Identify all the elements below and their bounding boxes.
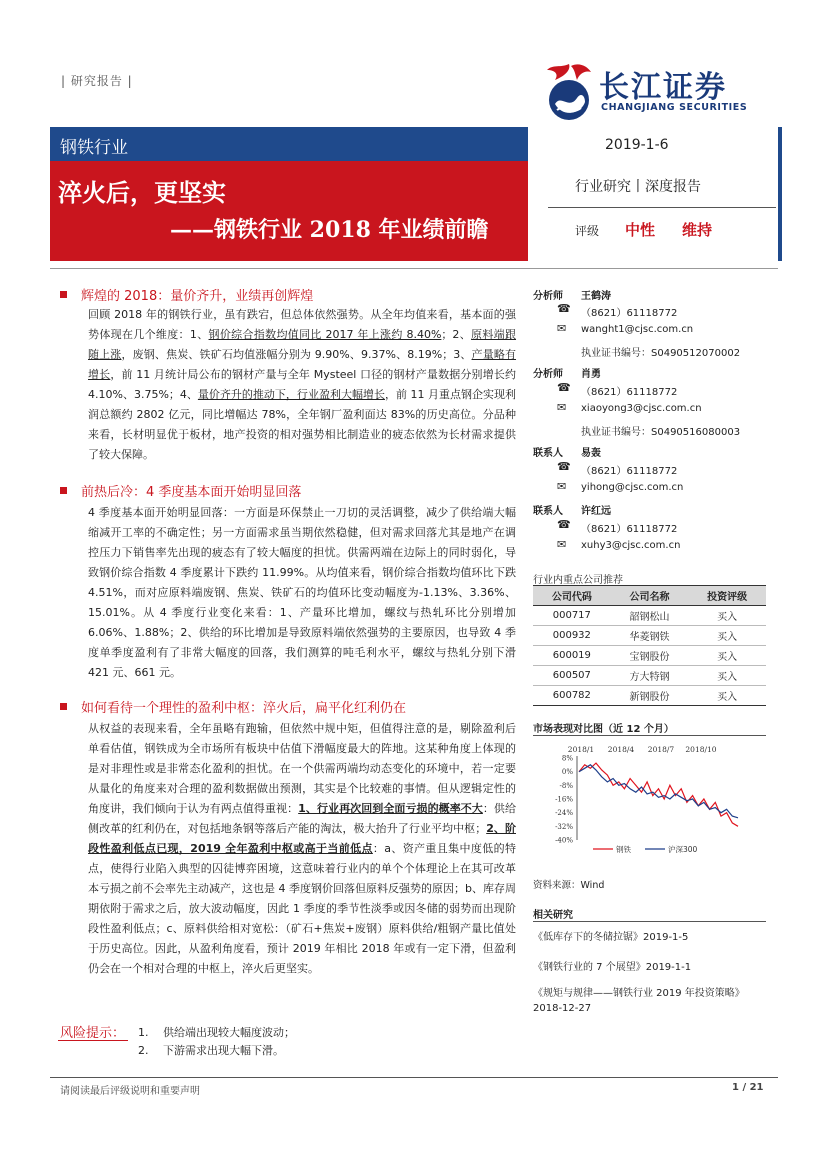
phone-icon: ☎ (557, 460, 571, 473)
section-body: 4 季度基本面开始明显回落：一方面是环保禁止一刀切的灵活调整，减少了供给端大幅缩减开工率的不确定性；另一方面需求虽当期依然稳健，但对需求回落尤其是地产在调控压力下销售率先出现的疲态有了较大幅度的担忧。供需两端在边际上的同时弱化，导致钢价综合指数 4 季度累计下跌约 11.99%。从均值来看，钢价综合指数均值环比下跌 4.51%，而对应原料端废钢、焦炭、铁矿石的均值环比变动幅度为-1.13%、3.36%、15.01%。从 4 季度行业变化来看：1、产量环比增加，螺纹与热轧环比分别增加 6.06%、1.88%；2、供给的环比增加是导致原料端依然强势的主要原因，也导致 4 季度单季度盈利有了非常大幅度的回落，我们测算的吨毛利水平，螺纹与热轧分别下滑 421 元、661 元。 (88, 506, 516, 679)
y-tick-label: -8% (559, 781, 573, 790)
table-header: 投资评级 (688, 586, 766, 606)
phone-icon: ☎ (557, 302, 571, 315)
logo-english-name: CHANGJIANG SECURITIES (601, 102, 748, 113)
company-logo (541, 58, 771, 128)
report-title: 淬火后，更坚实 (58, 179, 226, 207)
report-date: 2019-1-6 (605, 137, 669, 153)
y-tick-label: 0% (561, 768, 573, 777)
contact-role: 联系人 (533, 448, 563, 459)
analyst-email[interactable]: wanght1@cjsc.com.cn (581, 324, 694, 335)
table-row (533, 606, 766, 626)
divider (533, 921, 766, 922)
table-row (533, 666, 766, 686)
rating-action: 维持 (682, 221, 713, 239)
y-tick-label: -24% (555, 809, 573, 818)
band-divider (778, 127, 782, 261)
x-tick-label: 2018/1 (567, 745, 595, 754)
industry-label: 钢铁行业 (60, 138, 128, 158)
table-row (533, 626, 766, 646)
table-cell: 买入 (688, 626, 766, 646)
table-cell: 600019 (533, 646, 611, 666)
y-tick-label: -32% (555, 822, 573, 831)
table-cell: 韶钢松山 (611, 606, 689, 626)
table-header: 公司代码 (533, 586, 611, 606)
contact-phone: （8621）61118772 (581, 524, 678, 535)
chart-source: 资料来源：Wind (533, 880, 605, 891)
section-title: 如何看待一个理性的盈利中枢：淬火后，扁平化红利仍在 (60, 697, 406, 716)
table-row (533, 646, 766, 666)
email-icon: ✉ (557, 322, 567, 335)
contact-role: 联系人 (533, 506, 563, 517)
performance-chart (533, 740, 766, 860)
related-item[interactable]: 《低库存下的冬储拉锯》2019-1-5 (533, 932, 689, 943)
risk-label: 风险提示： (60, 1026, 126, 1041)
x-tick-label: 2018/7 (647, 745, 675, 754)
report-subtitle: ——钢铁行业 2018 年业绩前瞻 (170, 217, 489, 243)
contact-name: 许红远 (581, 506, 611, 517)
analyst-role: 分析师 (533, 291, 563, 302)
rating-label: 评级 (575, 224, 600, 238)
page-number: 1 / 21 (732, 1082, 764, 1093)
email-icon: ✉ (557, 538, 567, 551)
logo-chinese-name: 长江证券 (599, 70, 727, 105)
email-icon: ✉ (557, 401, 567, 414)
divider (548, 207, 776, 208)
analyst-name: 肖勇 (581, 369, 601, 380)
dragon-logo-icon (541, 58, 597, 124)
companies-table (533, 585, 766, 706)
table-cell: 方大特钢 (611, 666, 689, 686)
table-header: 公司名称 (611, 586, 689, 606)
table-header-row (533, 586, 766, 606)
analyst-license: 执业证书编号：S0490516080003 (581, 427, 741, 438)
companies-title: 行业内重点公司推荐 (533, 575, 623, 586)
y-tick-label: -16% (555, 795, 573, 804)
table-row (533, 686, 766, 706)
legend-label: 钢铁 (616, 845, 631, 854)
table-cell: 600507 (533, 666, 611, 686)
divider (58, 1040, 128, 1041)
rating-value: 中性 (625, 221, 656, 239)
x-tick-label: 2018/10 (685, 745, 717, 754)
section-body: 回顾 2018 年的钢铁行业，虽有跌宕，但总体依然强势。从全年均值来看，基本面的强势体现在几个维度：1、钢价综合指数均值同比 2017 年上涨约 8.40%；2、原料端跟随上涨，废钢、焦炭、铁矿石均值涨幅分别为 9.90%、9.37%、8.19%；3、产量略有增长，前 11 月统计局公布的钢材产量与全年 Mysteel 口径的钢材产量数据分别增长约 4.10%、3.75%；4、量价齐升的推动下，行业盈利大幅增长，前 11 月重点钢企实现利润总额约 2802 亿元，同比增幅达 78%，全年钢厂盈利面达 83%的历史高位。分品种来看，长材明显优于板材，地产投资的相对强势相比制造业的疲态依然为长材需求提供了较大保障。 (88, 308, 517, 461)
industry-band (50, 127, 528, 161)
table-cell: 600782 (533, 686, 611, 706)
x-tick-label: 2018/4 (607, 745, 635, 754)
email-icon: ✉ (557, 480, 567, 493)
series-line (579, 765, 738, 818)
table-cell: 买入 (688, 686, 766, 706)
analyst-phone: （8621）61118772 (581, 387, 678, 398)
y-tick-label: -40% (555, 836, 573, 845)
y-tick-label: 8% (561, 754, 573, 763)
table-cell: 宝钢股份 (611, 646, 689, 666)
risk-item: 1. 供给端出现较大幅度波动； (138, 1026, 295, 1039)
analyst-phone: （8621）61118772 (581, 308, 678, 319)
contact-name: 易轰 (581, 448, 601, 459)
report-tag: | 研究报告 | (61, 74, 133, 88)
contact-email[interactable]: xuhy3@cjsc.com.cn (581, 540, 681, 551)
table-cell: 华菱钢铁 (611, 626, 689, 646)
series-line (579, 763, 738, 826)
legend-label: 沪深300 (668, 845, 698, 854)
analyst-role: 分析师 (533, 369, 563, 380)
divider (50, 268, 778, 269)
report-type: 行业研究丨深度报告 (575, 179, 701, 195)
analyst-name: 王鹤涛 (581, 291, 611, 302)
table-cell: 买入 (688, 606, 766, 626)
table-cell: 000717 (533, 606, 611, 626)
phone-icon: ☎ (557, 518, 571, 531)
analyst-email[interactable]: xiaoyong3@cjsc.com.cn (581, 403, 702, 414)
footer-disclaimer: 请阅读最后评级说明和重要声明 (60, 1086, 200, 1097)
divider (533, 735, 766, 736)
table-cell: 新钢股份 (611, 686, 689, 706)
contact-phone: （8621）61118772 (581, 466, 678, 477)
chart-title: 市场表现对比图（近 12 个月） (533, 724, 674, 735)
section-body: 从权益的表现来看，全年虽略有跑输，但依然中规中矩，但值得注意的是，剔除盈利后单看估值，钢铁成为全市场所有板块中估值下滑幅度最大的阵地。这某种角度上体现的是对非理性或是非常态化盈利的担忧。在一个供需两端均动态变化的环境中，若一定要从量化的角度来对合理的盈利数据做出预测，其实是个比较难的事情。但从逻辑定性的角度讲，我们倾向于认为有两点值得重视：1、行业再次回到全面亏损的概率不大：供给侧改革的红利仍在，对包括地条钢等落后产能的淘汰，极大抬升了行业平均中枢；2、阶段性盈利低点已现，2019 全年盈利中枢或高于当前低点：a、资产重且集中度低的特点，使得行业陷入典型的囚徒博弈困境，这意味着行业内的单个个体理论上在其可改革本亏损之前不会率先主动减产，这也是 4 季度钢价回落但原料反强势的原因；b、库存周期依附于需求之后，放大波动幅度，因此 1 季度的季节性淡季或因冬储的弱势而出现阶段性盈利低点；c、原料供给相对宽松：（矿石+焦炭+废钢）原料供给/粗钢产量比值处于历史高位。因此，从盈利角度看，预计 2019 年相比 2018 年或有一定下滑，但盈利仍会在一个相对合理的中枢上，淬火后更坚实。 (88, 722, 516, 975)
related-title: 相关研究 (533, 910, 573, 921)
phone-icon: ☎ (557, 381, 571, 394)
related-item[interactable]: 《钢铁行业的 7 个展望》2019-1-1 (533, 962, 692, 973)
table-cell: 买入 (688, 666, 766, 686)
analyst-license: 执业证书编号：S0490512070002 (581, 348, 741, 359)
section-title: 前热后冷：4 季度基本面开始明显回落 (60, 481, 301, 500)
related-item[interactable]: 《规矩与规律——钢铁行业 2019 年投资策略》2018-12-27 (533, 988, 745, 1014)
table-cell: 买入 (688, 646, 766, 666)
table-cell: 000932 (533, 626, 611, 646)
risk-item: 2. 下游需求出现大幅下滑。 (138, 1044, 284, 1057)
footer-divider (50, 1077, 778, 1078)
section-title: 辉煌的 2018：量价齐升，业绩再创辉煌 (60, 285, 313, 304)
contact-email[interactable]: yihong@cjsc.com.cn (581, 482, 684, 493)
title-band (50, 161, 528, 261)
